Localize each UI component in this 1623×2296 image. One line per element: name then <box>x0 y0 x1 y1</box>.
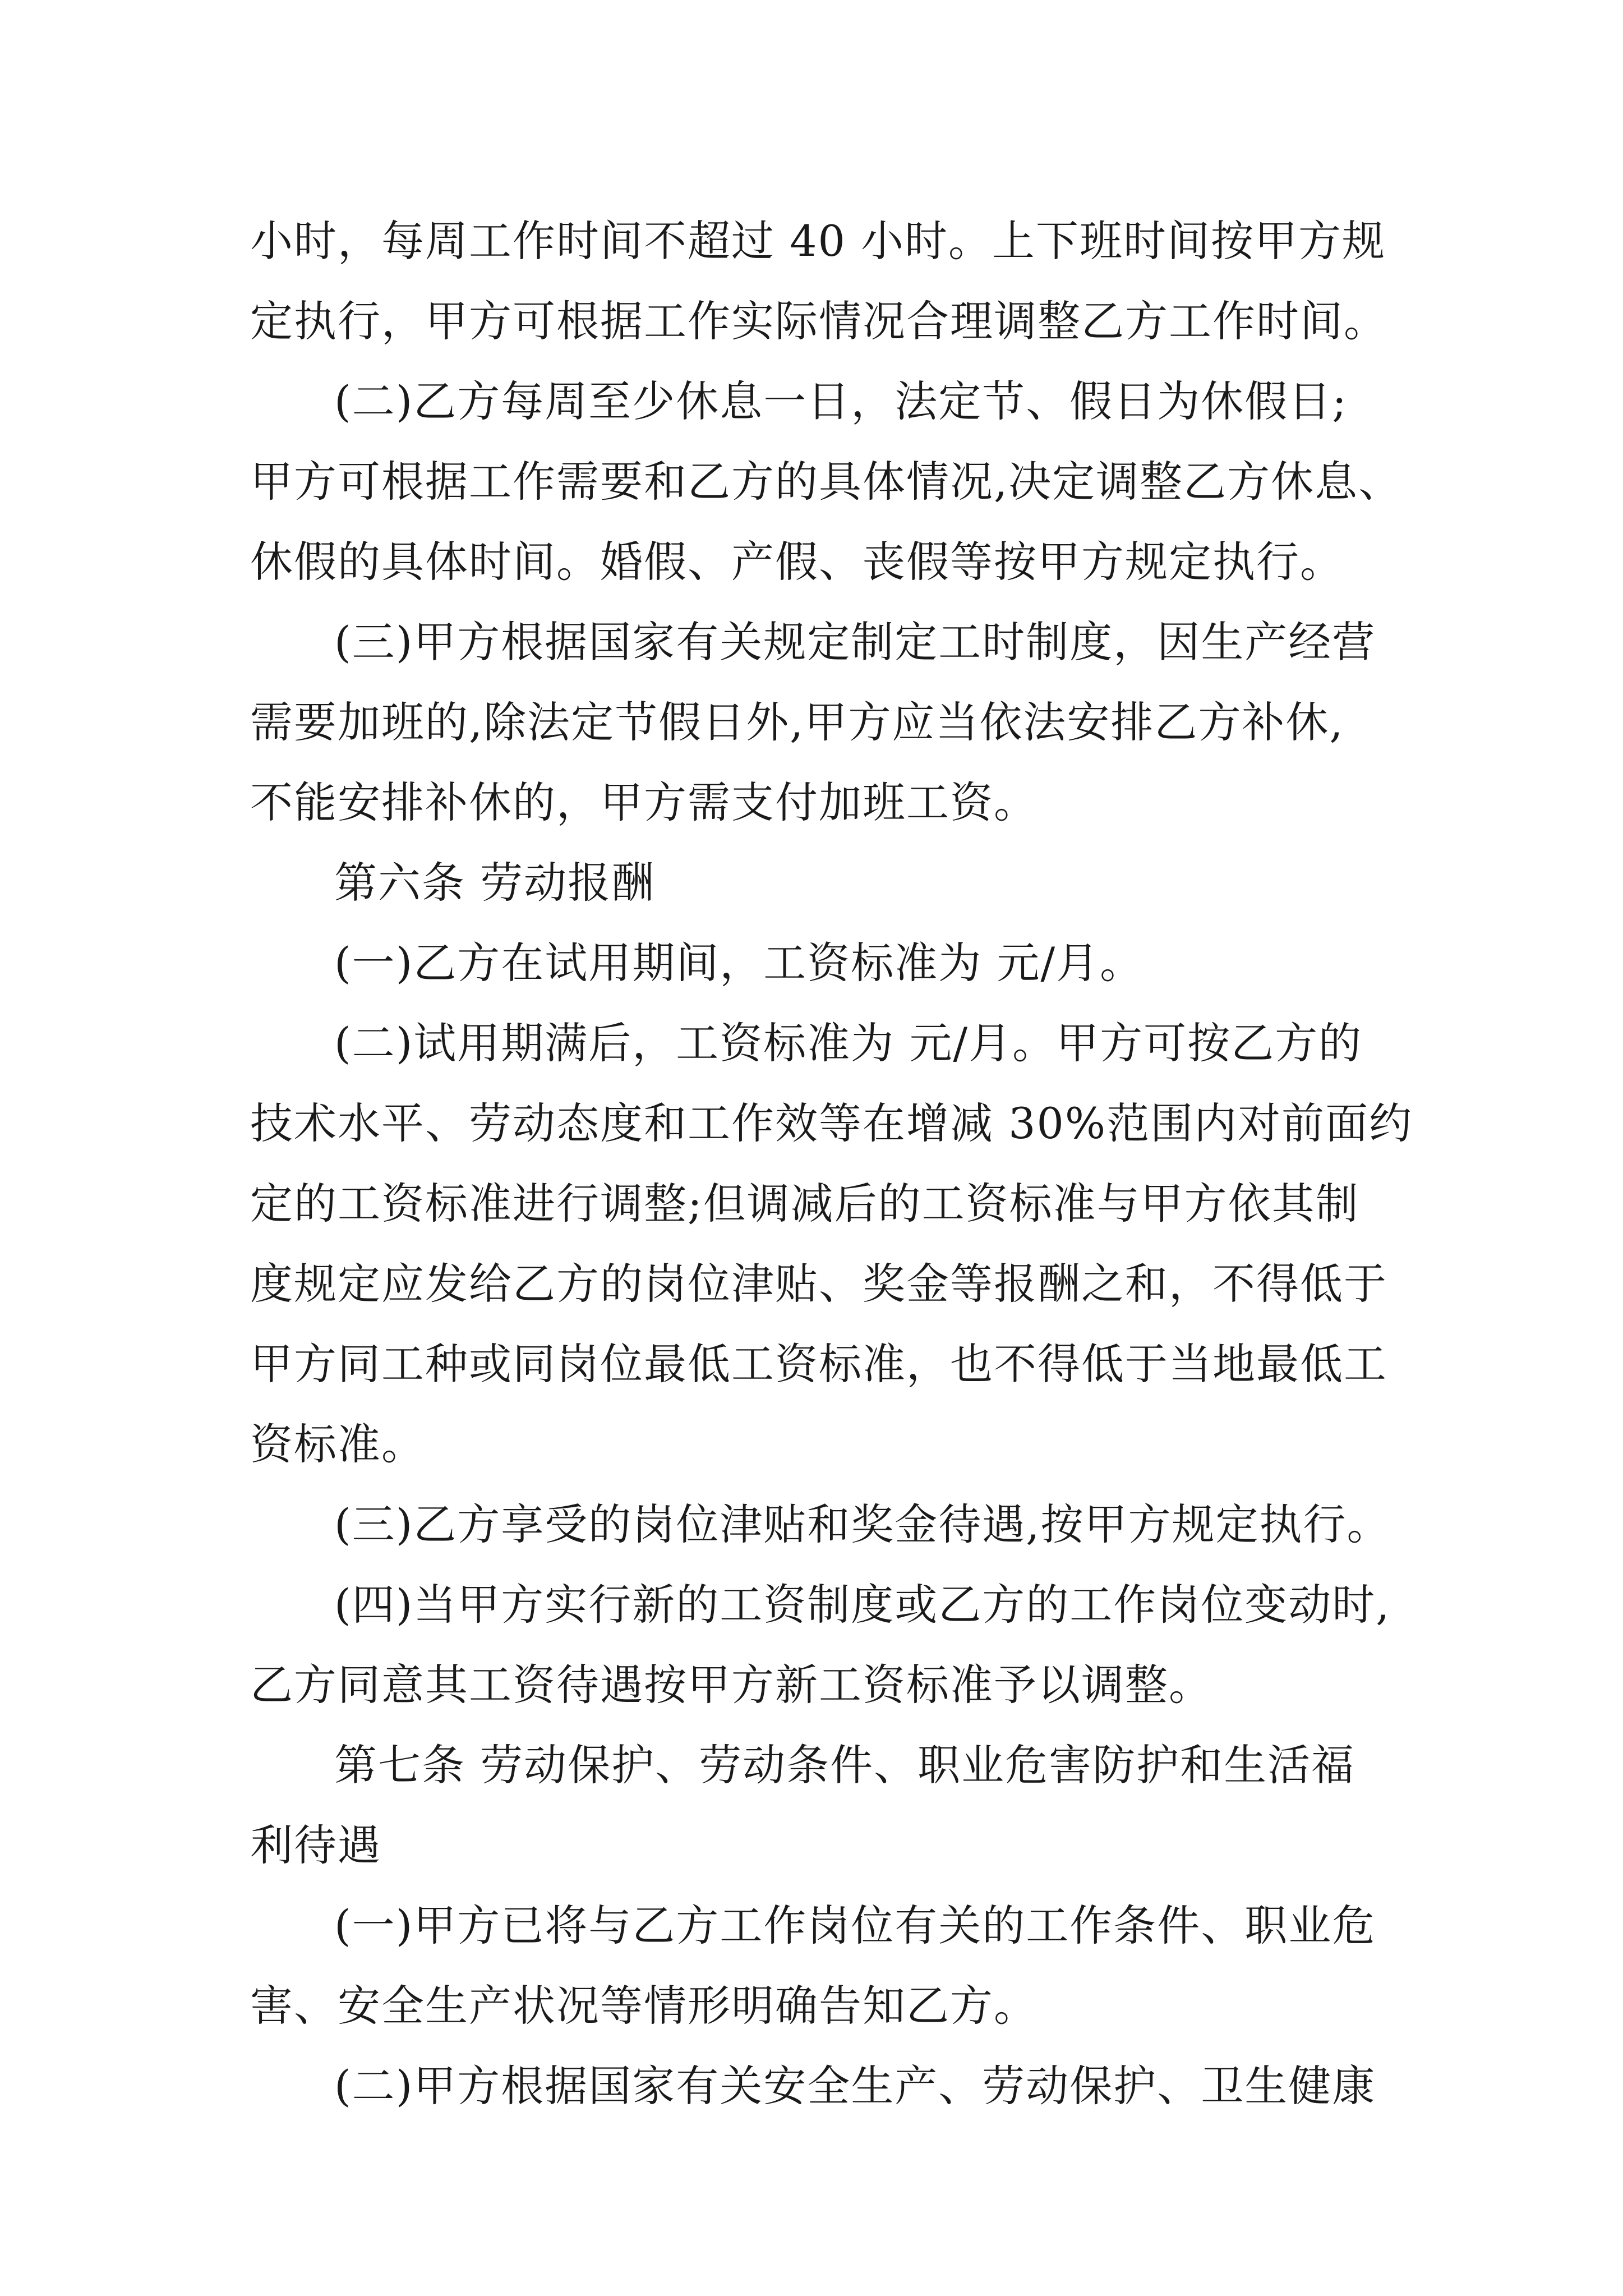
clause-paragraph-start: (二)试用期满后，工资标准为 元/月。甲方可按乙方的 <box>334 1018 1363 1068</box>
text-line: 甲方可根据工作需要和乙方的具体情况,决定调整乙方休息、 <box>250 457 1403 507</box>
article-heading-7: 第七条 劳动保护、劳动条件、职业危害防护和生活福 <box>334 1740 1355 1790</box>
article-heading-6: 第六条 劳动报酬 <box>334 858 656 908</box>
text-line: 度规定应发给乙方的岗位津贴、奖金等报酬之和，不得低于 <box>250 1259 1387 1309</box>
text-line: 不能安排补休的，甲方需支付加班工资。 <box>250 777 1038 827</box>
text-line: 资标准。 <box>250 1419 425 1469</box>
clause-paragraph-start: (三)乙方享受的岗位津贴和奖金待遇,按甲方规定执行。 <box>334 1499 1391 1549</box>
text-line: 甲方同工种或同岗位最低工资标准，也不得低于当地最低工 <box>250 1339 1387 1389</box>
text-line: 休假的具体时间。婚假、产假、丧假等按甲方规定执行。 <box>250 537 1344 587</box>
clause-paragraph-start: (二)乙方每周至少休息一日，法定节、假日为休假日; <box>334 376 1348 426</box>
clause-paragraph-start: (一)甲方已将与乙方工作岗位有关的工作条件、职业危 <box>334 1901 1376 1950</box>
clause-paragraph-start: (一)乙方在试用期间，工资标准为 元/月。 <box>334 938 1144 988</box>
clause-paragraph-start: (四)当甲方实行新的工资制度或乙方的工作岗位变动时, <box>334 1580 1391 1630</box>
contract-body-text <box>250 201 1413 2126</box>
text-line: 乙方同意其工资待遇按甲方新工资标准予以调整。 <box>250 1660 1212 1710</box>
text-line: 定的工资标准进行调整;但调减后的工资标准与甲方依其制 <box>250 1179 1359 1228</box>
text-line: 需要加班的,除法定节假日外,甲方应当依法安排乙方补休, <box>250 697 1344 747</box>
text-line: 害、安全生产状况等情形明确告知乙方。 <box>250 1981 1038 2031</box>
text-line: 小时，每周工作时间不超过 40 小时。上下班时间按甲方规 <box>250 216 1386 266</box>
text-line: 技术水平、劳动态度和工作效等在增减 30%范围内对前面约 <box>250 1098 1413 1148</box>
text-line: 定执行，甲方可根据工作实际情况合理调整乙方工作时间。 <box>250 296 1387 346</box>
text-line: 利待遇 <box>250 1820 381 1870</box>
clause-paragraph-start: (三)甲方根据国家有关规定制定工时制度，因生产经营 <box>334 617 1376 667</box>
clause-paragraph-start: (二)甲方根据国家有关安全生产、劳动保护、卫生健康 <box>334 2061 1376 2111</box>
